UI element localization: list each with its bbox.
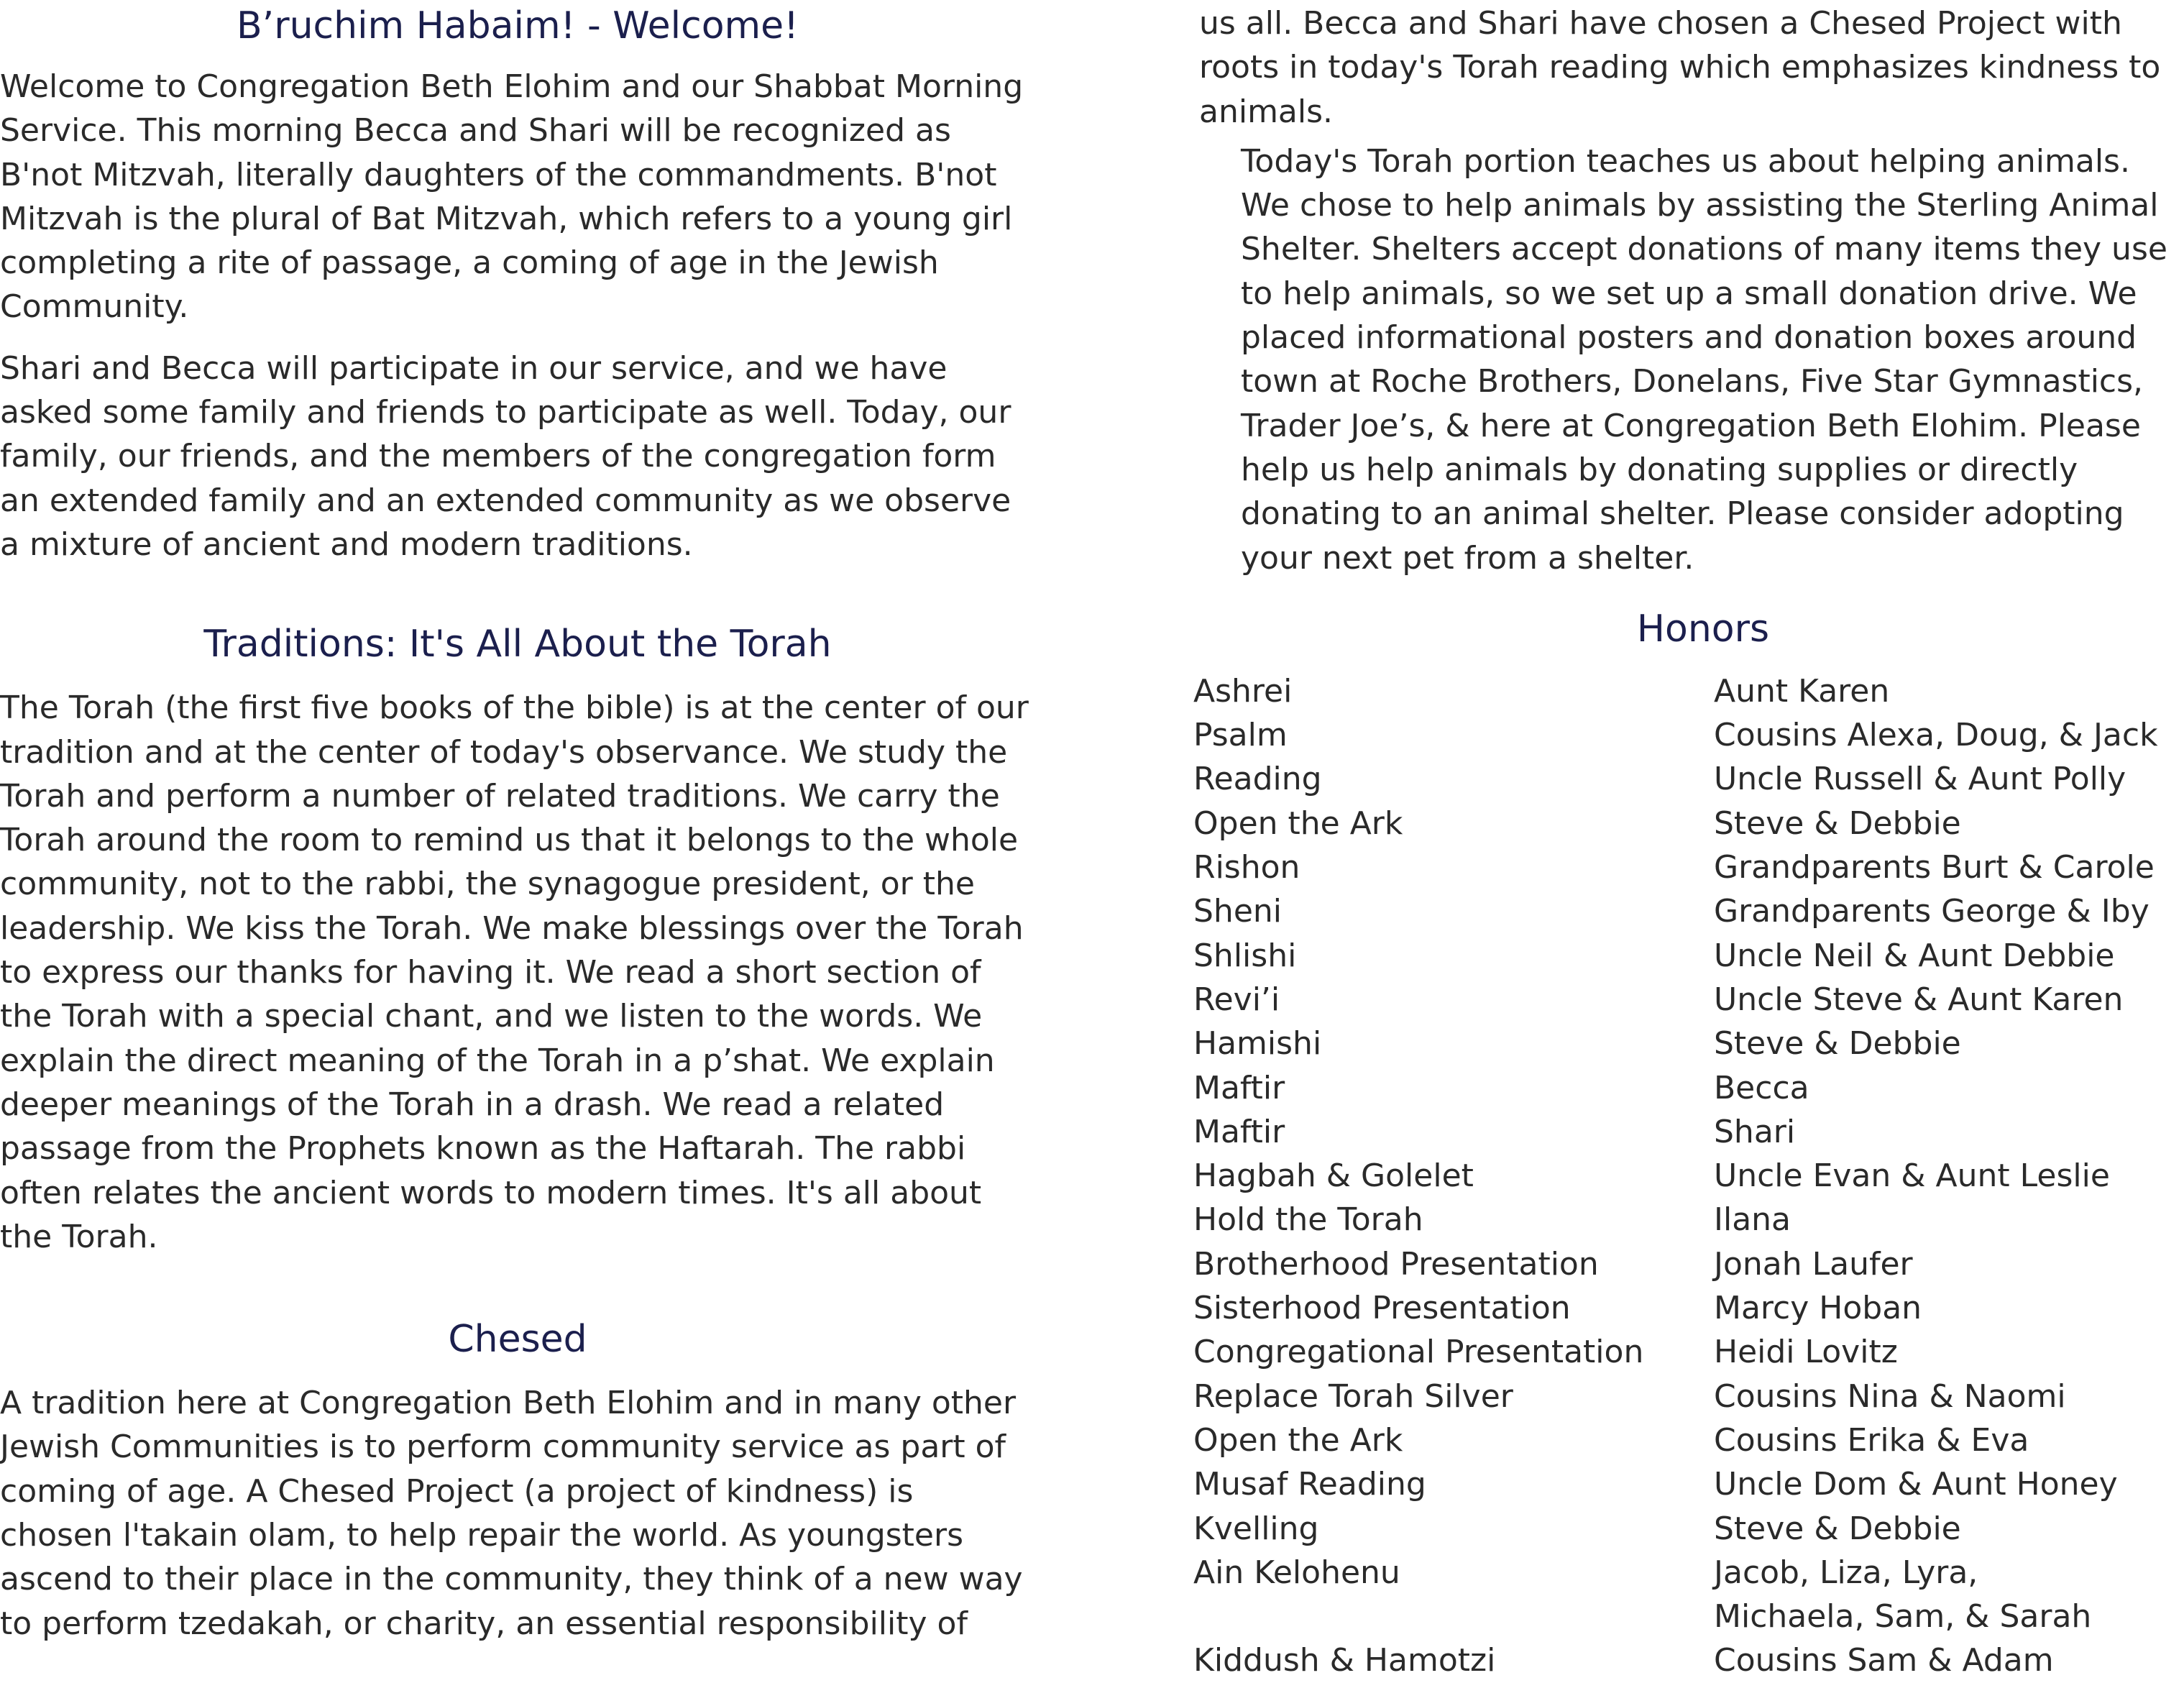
honor-role: Ashrei [1193,672,1293,710]
honor-role: Open the Ark [1193,804,1403,842]
honor-row [1193,978,2184,1022]
honor-row [1193,934,2184,978]
honor-role: Brotherhood Presentation [1193,1245,1599,1283]
traditions-heading: Traditions: It's All About the Torah [203,623,832,666]
honor-row [1193,889,2184,933]
honor-person: Steve & Debbie [1714,804,1961,842]
honor-person: Cousins Alexa, Doug, & Jack [1714,717,2158,754]
honor-person: Uncle Evan & Aunt Leslie [1714,1157,2110,1195]
honor-person: Shari [1714,1113,1796,1150]
honor-row [1193,802,2184,845]
honor-person: Steve & Debbie [1714,1025,1961,1063]
honor-role: Hagbah & Golelet [1193,1157,1474,1195]
chesed-heading: Chesed [448,1318,587,1362]
honor-person: Uncle Dom & Aunt Honey [1714,1466,2118,1503]
welcome-heading: B’ruchim Habaim! - Welcome! [236,4,799,47]
honor-person: Grandparents George & Iby [1714,893,2149,930]
honor-person: Michaela, Sam, & Sarah [1714,1598,2092,1636]
honors-list [1193,669,2184,1683]
chesed-continuation-paragraph: us all. Becca and Shari have chosen a Chesed Project with roots in today's Torah reading which emphasizes kindness to animals. [1199,5,2161,130]
honor-person: Grandparents Burt & Carole [1714,849,2155,886]
honor-role: Congregational Presentation [1193,1334,1644,1371]
honor-person: Uncle Steve & Aunt Karen [1714,981,2124,1018]
honor-row [1193,1110,2184,1154]
honor-row [1193,1154,2184,1198]
honor-row [1193,1022,2184,1065]
honor-role: Maftir [1193,1113,1285,1150]
honor-row [1193,1066,2184,1110]
honor-person: Jacob, Liza, Lyra, [1714,1554,1978,1591]
honor-row [1193,669,2184,713]
honor-role: Hold the Torah [1193,1201,1423,1239]
honor-role: Reading [1193,761,1322,798]
honor-row [1193,713,2184,757]
honor-row [1193,1375,2184,1418]
honor-role: Sisterhood Presentation [1193,1290,1571,1327]
torah-portion-paragraph: Today's Torah portion teaches us about helping animals. We chose to help animals by assisting the Sterling Animal Shelter. Shelters accept donations of many items they use to help animals, so we set up a small donation drive. We placed informational posters and donation boxes around town at Roche Brothers, Donelans, Five Star Gymnastics, Trader Joe’s, & here at Congregation Beth Elohim. Please help us help animals by donating supplies or directly donating to an animal shelter. Please consider adopting your next pet from a shelter. [1241,142,2167,577]
chesed-paragraph: A tradition here at Congregation Beth Elohim and in many other Jewish Communities is to perform community service as part of coming of age. A Chesed Project (a project of kindness) is chosen l'takain olam, to help repair the world. As youngsters ascend to their place in the community, they think of a new way to perform tzedakah, or charity, an essential responsibility of [0,1385,1023,1642]
honor-role: Hamishi [1193,1025,1322,1063]
honor-row [1193,1242,2184,1286]
honor-row [1193,845,2184,889]
right-column [1193,0,2184,1683]
honor-role: Kvelling [1193,1510,1319,1547]
honor-person: Uncle Neil & Aunt Debbie [1714,937,2115,974]
honor-row [1193,1507,2184,1551]
honor-person: Ilana [1714,1201,1791,1239]
honor-person: Aunt Karen [1714,672,1890,710]
left-column [0,0,1035,1646]
honor-person: Cousins Erika & Eva [1714,1421,2029,1459]
honors-heading: Honors [1636,607,1770,651]
honor-row [1193,757,2184,801]
honor-row [1193,1595,2184,1638]
traditions-paragraph: The Torah (the first five books of the bible) is at the center of our tradition and at the center of today's observance. We study the Torah and perform a number of related traditions. We carry the Torah around the room to remind us that it belongs to the whole community, not to the rabbi, the synagogue president, or the leadership. We kiss the Torah. We make blessings over the Torah to express our thanks for having it. We read a short section of the Torah with a special chant, and we listen to the words. We explain the direct meaning of the Torah in a p’shat. We explain deeper meanings of the Torah in a drash. We read a related passage from the Prophets known as the Haftarah. The rabbi often relates the ancient words to modern times. It's all about the Torah. [0,689,1029,1255]
honor-person: Marcy Hoban [1714,1290,1922,1327]
honor-role: Rishon [1193,849,1300,886]
honor-row [1193,1462,2184,1506]
honor-person: Becca [1714,1069,1809,1106]
honor-person: Cousins Nina & Naomi [1714,1377,2066,1415]
honor-row [1193,1286,2184,1330]
honor-row [1193,1198,2184,1242]
honor-role: Ain Kelohenu [1193,1554,1400,1591]
honor-role: Kiddush & Hamotzi [1193,1642,1496,1679]
honor-row [1193,1330,2184,1374]
welcome-paragraph-2: Shari and Becca will participate in our service, and we have asked some family and friends to participate as well. Today, our family, our friends, and the members of the congregation form an extended family and an extended community as we observe a mixture of ancient and modern traditions. [0,349,1011,563]
honor-person: Heidi Lovitz [1714,1334,1898,1371]
honor-role: Maftir [1193,1069,1285,1106]
honor-role [1193,1595,1714,1638]
honor-role: Musaf Reading [1193,1466,1426,1503]
honor-row [1193,1418,2184,1462]
honor-row [1193,1638,2184,1682]
honor-role: Open the Ark [1193,1421,1403,1459]
honor-person: Steve & Debbie [1714,1510,1961,1547]
honor-person: Jonah Laufer [1714,1245,1913,1283]
honor-role: Sheni [1193,893,1282,930]
honor-person: Uncle Russell & Aunt Polly [1714,761,2126,798]
honor-person: Cousins Sam & Adam [1714,1642,2054,1679]
honor-role: Psalm [1193,717,1288,754]
honor-role: Shlishi [1193,937,1297,974]
honor-role: Revi’i [1193,981,1280,1018]
honor-role: Replace Torah Silver [1193,1377,1513,1415]
honor-row [1193,1551,2184,1595]
welcome-paragraph-1: Welcome to Congregation Beth Elohim and our Shabbat Morning Service. This morning Becca and Shari will be recognized as B'not Mitzvah, literally daughters of the commandments. B'not Mitzvah is the plural of Bat Mitzvah, which refers to a young girl completing a rite of passage, a coming of age in the Jewish Community. [0,68,1024,326]
